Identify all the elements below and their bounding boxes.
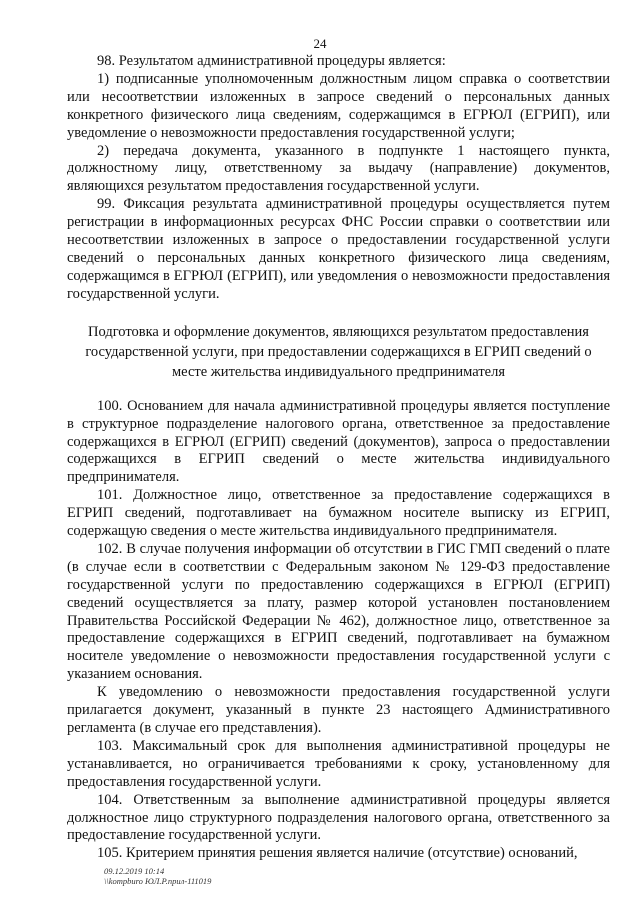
paragraph-103: 103. Максимальный срок для выполнения административной процедуры не устанавливается, но ограничивается требованиями к сроку, установленному для предоставления государственной услуги. xyxy=(67,737,610,790)
section-heading: Подготовка и оформление документов, являющихся результатом предоставления государственной услуги, при предоставлении содержащихся в ЕГРИП сведений о месте жительства индивидуального предпринимателя xyxy=(85,323,592,380)
paragraph-98-item-1: 1) подписанные уполномоченным должностным лицом справка о соответствии или несоответствии изложенных в запросе сведений о персональных данных конкретного физического лица сведениям, содержащимся в ЕГРЮЛ (ЕГРИП), или уведомление о невозможности предоставления государственной услуги; xyxy=(67,70,610,141)
page-number: 24 xyxy=(313,36,327,51)
paragraph-100: 100. Основанием для начала административной процедуры является поступление в структурное подразделение налогового органа, ответственное за предоставление содержащихся в ЕГРЮЛ (ЕГРИП) сведений (документов), запроса о предоставлении содержащихся в ЕГРИП сведений о месте жительства индивидуального предпринимателя. xyxy=(67,397,610,486)
paragraph-104: 104. Ответственным за выполнение административной процедуры является должностное лицо структурного подразделения налогового органа, ответственного за предоставление государственной услуги. xyxy=(67,791,610,844)
document-body xyxy=(67,53,610,863)
paragraph-101: 101. Должностное лицо, ответственное за предоставление содержащихся в ЕГРИП сведений, подготавливает на бумажном носителе выписку из ЕГРИП, содержащую сведения о месте жительства индивидуального предпринимателя. xyxy=(67,487,610,540)
paragraph-105: 105. Критерием принятия решения является наличие (отсутствие) оснований, xyxy=(97,845,578,862)
footer-file-path: \\kompburo ЮЛ.Р.прил-111019 xyxy=(104,876,212,886)
paragraph-102: 102. В случае получения информации об отсутствии в ГИС ГМП сведений о плате (в случае если в соответствии с Федеральным законом № 129-ФЗ предоставление государственной услуги по предоставлению содержащихся в ЕГРЮЛ (ЕГРИП) сведений осуществляется за плату, размер которой установлен постановлением Правительства Российской Федерации № 462), должностное лицо, ответственное за предоставление содержащихся в ЕГРИП сведений, подготавливает на бумажном носителе уведомление о невозможности предоставления государственной услуги с указанием основания. xyxy=(67,540,610,683)
paragraph-98: 98. Результатом административной процедуры является: xyxy=(97,53,446,69)
paragraph-102-attachment: К уведомлению о невозможности предоставления государственной услуги прилагается документ, указанный в пункте 23 настоящего Административного регламента (в случае его представления). xyxy=(67,684,610,736)
footer-stamp xyxy=(104,866,211,886)
footer-timestamp: 09.12.2019 10:14 xyxy=(104,866,165,876)
paragraph-99: 99. Фиксация результата административной процедуры осуществляется путем регистрации в информационных ресурсах ФНС России справки о соответствии или несоответствии изложенных в запросе о предоставлении государственной услуги сведений о персональных данных конкретного физического лица сведениям, содержащимся в ЕГРЮЛ (ЕГРИП), или уведомления о невозможности предоставления государственной услуги. xyxy=(67,196,610,302)
paragraph-98-item-2: 2) передача документа, указанного в подпункте 1 настоящего пункта, должностному лицу, ответственному за выдачу (направление) документов, являющихся результатом предоставления государственной услуги. xyxy=(67,142,610,195)
